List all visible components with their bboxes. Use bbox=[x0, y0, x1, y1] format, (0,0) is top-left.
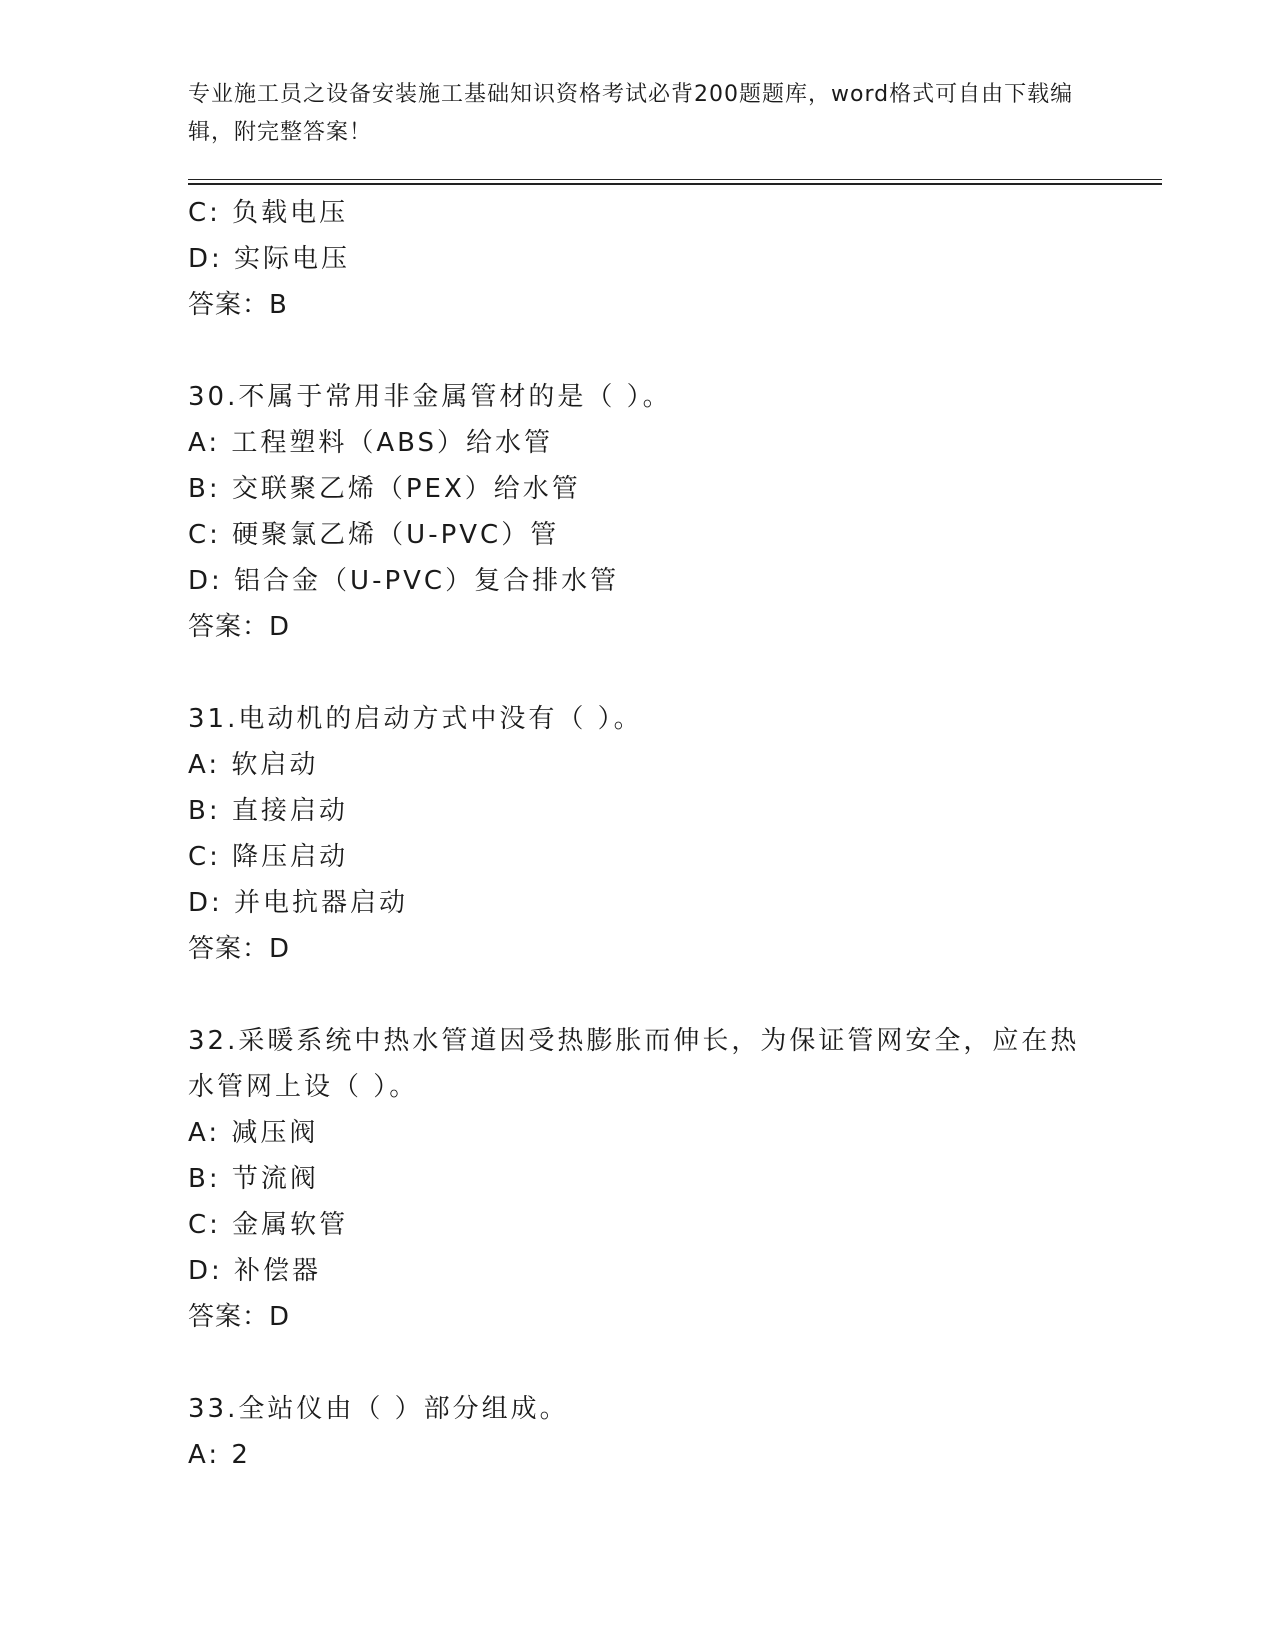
option-d: D: 并电抗器启动 bbox=[188, 888, 409, 918]
question-text: 30.不属于常用非金属管材的是（ ）。 bbox=[188, 382, 672, 412]
question-block-32 bbox=[188, 1018, 1088, 1340]
option-b: B: 节流阀 bbox=[188, 1164, 319, 1194]
option-c: C: 负载电压 bbox=[188, 198, 349, 228]
question-block-30 bbox=[188, 374, 1088, 650]
header-rule-thin bbox=[188, 179, 1162, 180]
option-c: C: 金属软管 bbox=[188, 1210, 349, 1240]
question-block-prev bbox=[188, 190, 1088, 328]
option-d: D: 实际电压 bbox=[188, 244, 351, 274]
option-a: A: 软启动 bbox=[188, 750, 319, 780]
option-a: A: 工程塑料（ABS）给水管 bbox=[188, 428, 554, 458]
question-content bbox=[188, 190, 1088, 1478]
question-text: 33.全站仪由（ ）部分组成。 bbox=[188, 1394, 569, 1424]
option-b: B: 直接启动 bbox=[188, 796, 348, 826]
option-c: C: 硬聚氯乙烯（U-PVC）管 bbox=[188, 520, 560, 550]
question-text: 31.电动机的启动方式中没有（ ）。 bbox=[188, 704, 643, 734]
answer-text: 答案：D bbox=[188, 934, 291, 964]
question-block-31 bbox=[188, 696, 1088, 972]
option-d: D: 铝合金（U-PVC）复合排水管 bbox=[188, 566, 620, 596]
option-a: A: 减压阀 bbox=[188, 1118, 319, 1148]
answer-text: 答案：B bbox=[188, 290, 288, 320]
answer-text: 答案：D bbox=[188, 612, 291, 642]
option-d: D: 补偿器 bbox=[188, 1256, 322, 1286]
answer-text: 答案：D bbox=[188, 1302, 291, 1332]
document-header: 专业施工员之设备安装施工基础知识资格考试必背200题题库，word格式可自由下载编辑，附完整答案！ bbox=[188, 82, 1074, 145]
option-c: C: 降压启动 bbox=[188, 842, 349, 872]
option-b: B: 交联聚乙烯（PEX）给水管 bbox=[188, 474, 581, 504]
header-rule-thick bbox=[188, 183, 1162, 185]
question-block-33 bbox=[188, 1386, 1088, 1478]
question-text: 32.采暖系统中热水管道因受热膨胀而伸长，为保证管网安全，应在热水管网上设（ ）。 bbox=[188, 1026, 1080, 1102]
option-a: A: 2 bbox=[188, 1440, 251, 1470]
